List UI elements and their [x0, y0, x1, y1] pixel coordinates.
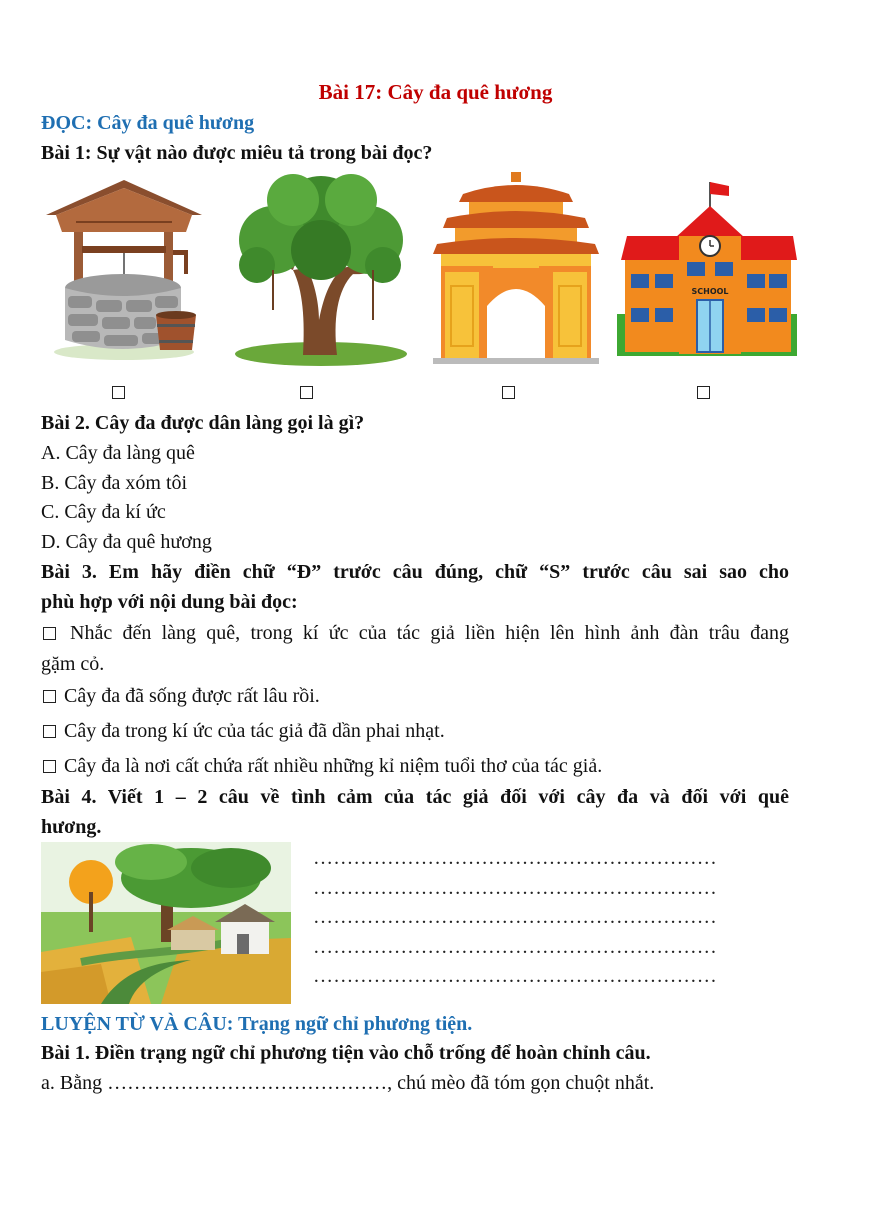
- q4-answer-line-5[interactable]: ……………………………………………………: [313, 965, 717, 987]
- q3-item-1-cont: gặm cỏ.: [41, 653, 105, 675]
- q1-question: Bài 1: Sự vật nào được miêu tả trong bài đọc?: [41, 142, 433, 164]
- q2-option-a: A. Cây đa làng quê: [41, 442, 195, 464]
- q2-option-d: D. Cây đa quê hương: [41, 531, 212, 553]
- q1-checkbox-school[interactable]: [697, 386, 710, 399]
- banyan-tree-illustration: [233, 170, 409, 368]
- q3-item-4: [41, 754, 602, 778]
- q3-item-1: [41, 621, 789, 645]
- q4-question-line1: Bài 4. Viết 1 – 2 câu về tình cảm của tác giả đối với cây đa và đối với quê: [41, 786, 789, 808]
- village-landscape-illustration: [41, 842, 291, 1004]
- q3-item-2-checkbox[interactable]: [43, 690, 56, 703]
- q2-option-b: B. Cây đa xóm tôi: [41, 472, 188, 494]
- school-illustration: [617, 180, 797, 356]
- ltvc-item-a[interactable]: a. Bằng ……………………………………, chú mèo đã tóm gọn chuột nhắt.: [41, 1072, 655, 1094]
- q3-question-line1: Bài 3. Em hãy điền chữ “Đ” trước câu đúng, chữ “S” trước câu sai sao cho: [41, 561, 789, 583]
- q1-checkbox-tree[interactable]: [300, 386, 313, 399]
- q4-answer-line-1[interactable]: ……………………………………………………: [313, 847, 717, 869]
- q3-question-line2: phù hợp với nội dung bài đọc:: [41, 591, 298, 613]
- q3-item-3-checkbox[interactable]: [43, 725, 56, 738]
- q4-answer-line-3[interactable]: ……………………………………………………: [313, 906, 717, 928]
- q3-item-1-checkbox[interactable]: [43, 627, 56, 640]
- q3-item-2: [41, 684, 320, 708]
- q1-checkbox-well[interactable]: [112, 386, 125, 399]
- q1-checkbox-gate[interactable]: [502, 386, 515, 399]
- q4-answer-line-2[interactable]: ……………………………………………………: [313, 877, 717, 899]
- page-title: Bài 17: Cây đa quê hương: [318, 80, 553, 104]
- q3-item-1-text: Nhắc đến làng quê, trong kí ức của tác giả liền hiện lên hình ảnh đàn trâu đang: [70, 622, 789, 644]
- ltvc-heading: LUYỆN TỪ VÀ CÂU: Trạng ngữ chỉ phương tiện.: [41, 1013, 473, 1035]
- doc-heading: ĐỌC: Cây đa quê hương: [41, 112, 255, 134]
- q3-item-4-checkbox[interactable]: [43, 760, 56, 773]
- q3-item-3: [41, 719, 445, 743]
- q3-item-2-text: Cây đa đã sống được rất lâu rồi.: [64, 685, 320, 707]
- q4-answer-line-4[interactable]: ……………………………………………………: [313, 936, 717, 958]
- q2-question: Bài 2. Cây đa được dân làng gọi là gì?: [41, 412, 365, 434]
- q2-option-c: C. Cây đa kí ức: [41, 501, 166, 523]
- school-sign: SCHOOL: [691, 287, 729, 296]
- well-illustration: [46, 180, 202, 362]
- q3-item-4-text: Cây đa là nơi cất chứa rất nhiều những kỉ niệm tuổi thơ của tác giả.: [64, 755, 603, 777]
- gate-illustration: [433, 172, 599, 364]
- q4-question-line2: hương.: [41, 816, 102, 838]
- q3-item-3-text: Cây đa trong kí ức của tác giả đã dần phai nhạt.: [64, 720, 445, 742]
- ltvc-question: Bài 1. Điền trạng ngữ chỉ phương tiện vào chỗ trống để hoàn chỉnh câu.: [41, 1042, 651, 1064]
